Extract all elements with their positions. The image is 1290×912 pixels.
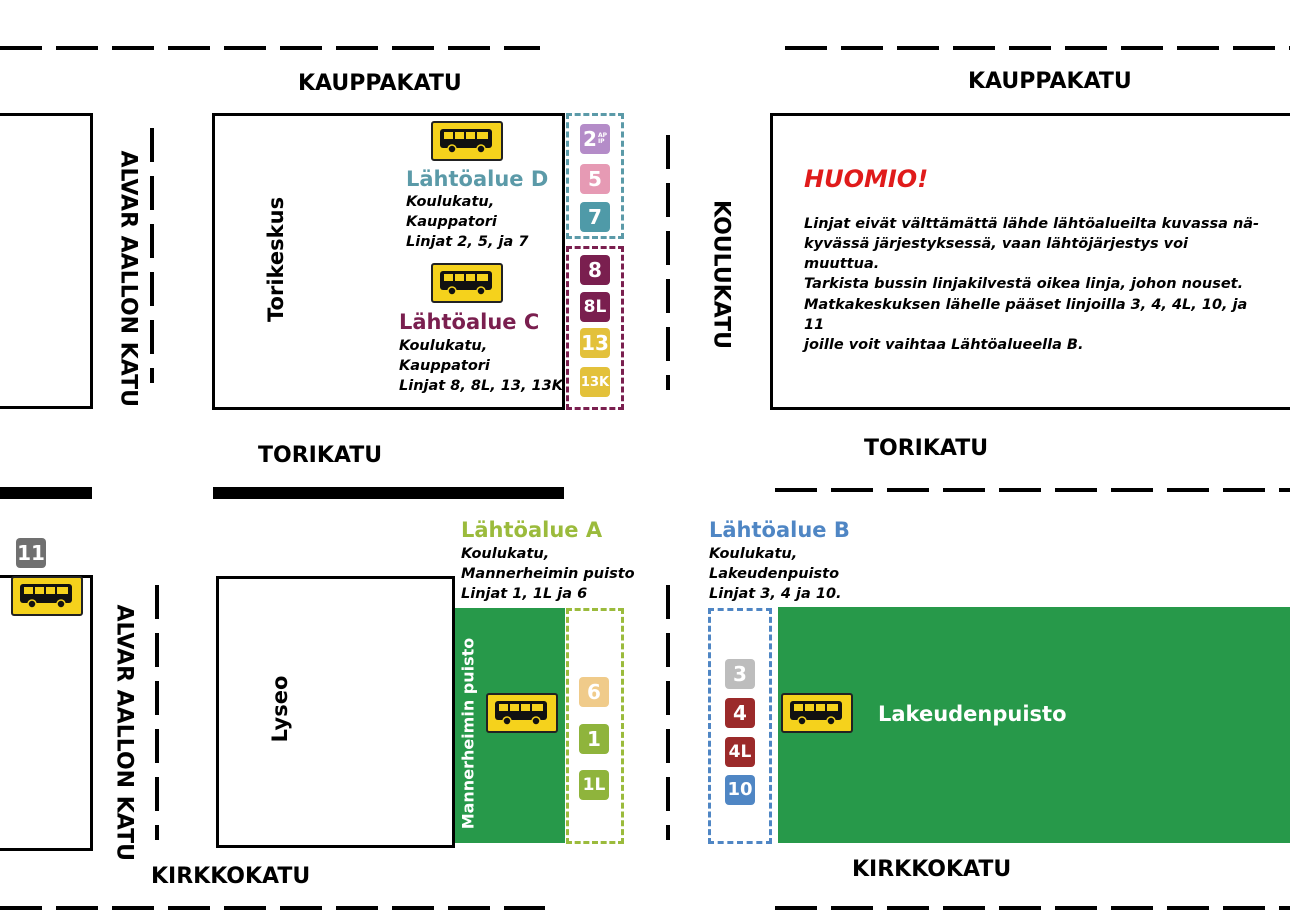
line-badge-8: 8 [580,255,610,285]
line-badge-6: 6 [579,677,609,707]
road-marking [775,906,1290,910]
bus-stop-icon [431,263,503,303]
lyseo-label: Lyseo [268,675,292,743]
area-b-title: Lähtöalue B [709,518,850,542]
huomio-paragraph-1 [804,214,1264,294]
street-torikatu-right: TORIKATU [864,436,989,461]
road-marking [775,488,1290,492]
line-2-sup-ap: AP [597,132,607,139]
bus-stop-icon [11,576,83,616]
area-d-lines: Linjat 2, 5, ja 7 [406,234,529,250]
street-alvar-aallon-katu-top: ALVAR AALLON KATU [115,150,141,407]
road-marking [785,46,1290,50]
note-line: Linjat eivät välttämättä lähde lähtöalueilta kuvassa nä- [804,216,1260,232]
bus-stop-icon [486,693,558,733]
street-kirkkokatu-left: KIRKKOKATU [151,864,311,889]
note-line: kyvässä järjestyksessä, vaan lähtöjärjestys voi muuttua. [804,236,1189,272]
line-badge-4L: 4L [725,737,755,767]
bus-stop-icon [431,121,503,161]
area-c-place: Kauppatori [399,358,490,374]
line-badge-11: 11 [16,538,46,568]
line-badge-5: 5 [580,164,610,194]
street-alvar-aallon-katu-bottom: ALVAR AALLON KATU [111,604,137,861]
street-kauppakatu-left: KAUPPAKATU [298,71,462,96]
road-marking [0,487,92,499]
road-marking [150,128,154,383]
line-badge-1: 1 [579,724,609,754]
city-block [0,113,93,409]
area-a-street: Koulukatu, [461,546,550,562]
note-line: Tarkista bussin linjakilvestä oikea linja, johon nouset. [804,276,1244,292]
road-marking [213,487,564,499]
line-badge-3: 3 [725,659,755,689]
area-c-lines: Linjat 8, 8L, 13, 13K [399,378,563,394]
area-b-lines: Linjat 3, 4 ja 10. [709,586,842,602]
line-badge-13: 13 [580,328,610,358]
bus-stop-icon [781,693,853,733]
area-a-title: Lähtöalue A [461,518,603,542]
line-badge-2: 2 AP IP [580,124,610,154]
line-badge-1L: 1L [579,770,609,800]
note-line: joille voit vaihtaa Lähtöalueella B. [804,337,1084,353]
road-marking [0,906,545,910]
huomio-paragraph-2 [804,295,1264,355]
street-kirkkokatu-right: KIRKKOKATU [852,857,1012,882]
huomio-title: HUOMIO! [804,165,929,193]
area-d-street: Koulukatu, [406,194,495,210]
city-block [0,575,93,851]
area-d-title: Lähtöalue D [406,167,549,191]
torikeskus-label: Torikeskus [264,196,288,322]
area-d-place: Kauppatori [406,214,497,230]
line-badge-13K: 13K [580,367,610,397]
street-koulukatu: KOULUKATU [708,200,734,349]
line-badge-7: 7 [580,202,610,232]
area-a-place: Mannerheimin puisto [461,566,635,582]
area-b-place: Lakeudenpuisto [709,566,840,582]
road-marking [666,585,670,840]
line-badge-8L: 8L [580,292,610,322]
lyseo-block [216,576,455,848]
mannerheimin-puisto-label: Mannerheimin puisto [458,637,478,830]
road-marking [155,585,159,840]
road-marking [0,46,540,50]
road-marking [666,135,670,390]
area-c-title: Lähtöalue C [399,310,540,334]
area-c-street: Koulukatu, [399,338,488,354]
area-b-street: Koulukatu, [709,546,798,562]
line-2-sup-ip: IP [597,138,605,145]
street-kauppakatu-right: KAUPPAKATU [968,69,1132,94]
note-line: Matkakeskuksen lähelle pääset linjoilla 3, 4, 4L, 10, ja 11 [804,297,1248,333]
area-a-lines: Linjat 1, 1L ja 6 [461,586,588,602]
lakeudenpuisto-label: Lakeudenpuisto [878,702,1067,726]
street-torikatu-left: TORIKATU [258,443,383,468]
line-badge-10: 10 [725,775,755,805]
line-badge-4: 4 [725,698,755,728]
